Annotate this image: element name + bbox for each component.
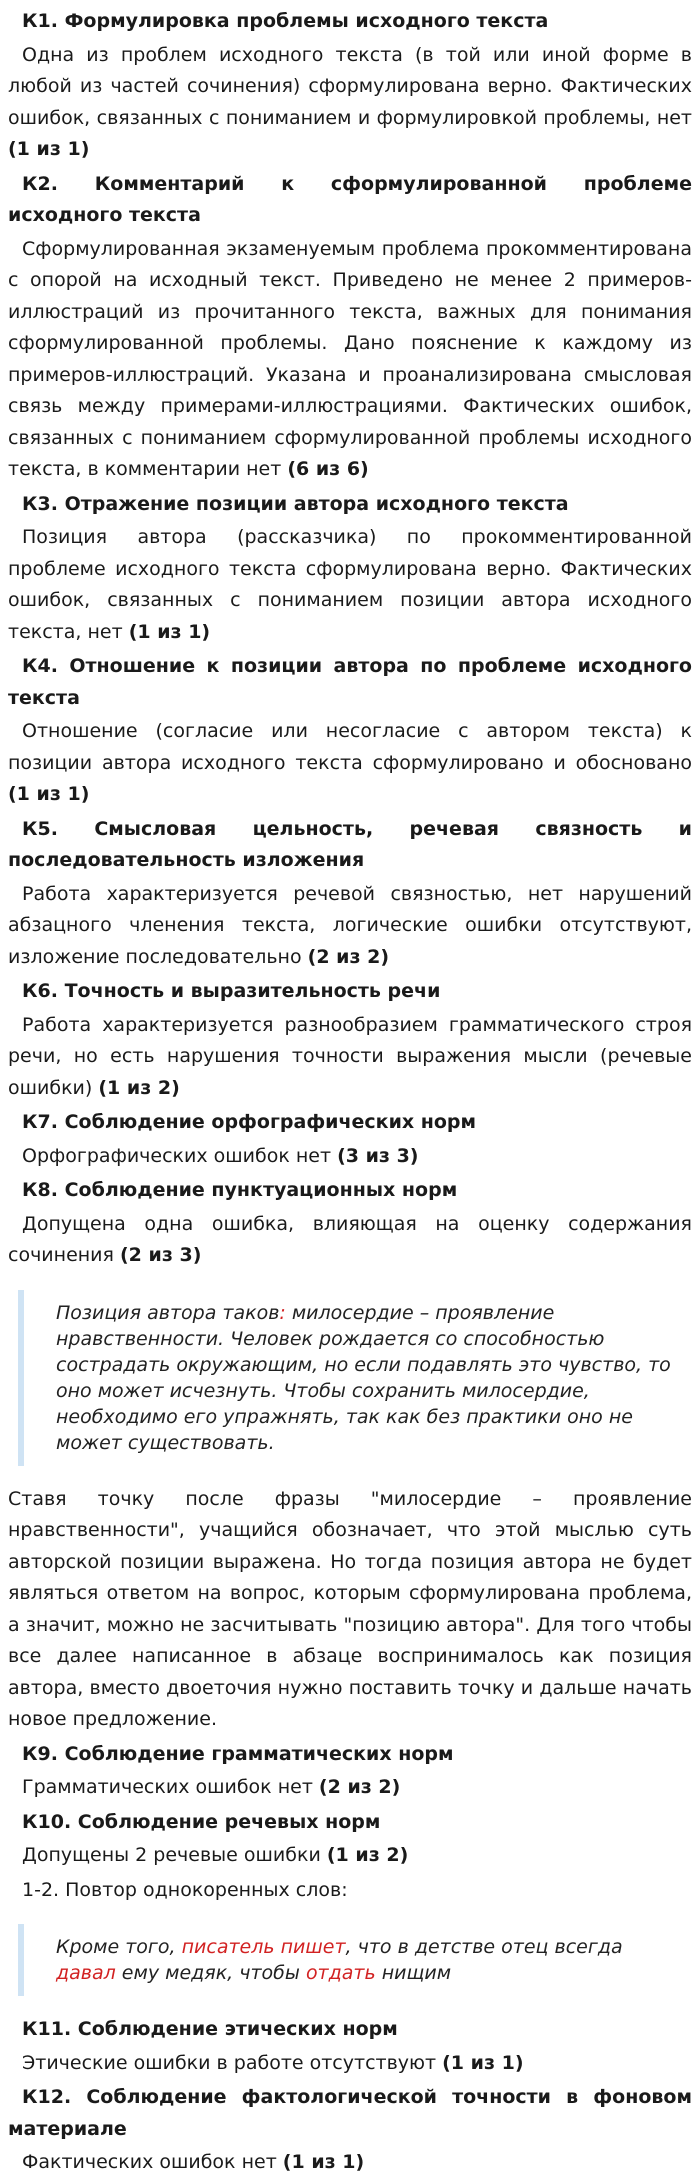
criterion-comment: Фактических ошибок нет xyxy=(22,2151,283,2173)
criterion-comment: Допущена одна ошибка, влияющая на оценку содержания сочинения xyxy=(8,1212,692,1266)
criterion-comment: Одна из проблем исходного текста (в той или иной форме в любой из частей сочинения) сформулирована верно. Фактических ошибок, связанных с пониманием и формулировкой проблемы, нет xyxy=(8,43,692,129)
criterion-title-k5: К5. Смысловая цельность, речевая связность и последовательность изложения xyxy=(8,817,692,871)
quote-text: милосердие – проявление нравственности. Человек рождается со способностью сострадать окружающим, но если подавлять это чувство, то оно может исчезнуть. Чтобы сохранить милосердие, необходимо его упражнять, так как без практики оно не может существовать. xyxy=(56,1301,671,1454)
criterion-text-k12 xyxy=(8,2147,692,2179)
criterion-title-k9: К9. Соблюдение грамматических норм xyxy=(22,1742,454,1765)
criterion-score: (2 из 2) xyxy=(307,945,390,968)
criterion-title-k12: К12. Соблюдение фактологической точности в фоновом материале xyxy=(8,2086,692,2140)
criterion-score: (2 из 2) xyxy=(318,1776,401,1798)
criterion-text-k10 xyxy=(8,1840,692,1872)
criterion-text-k7 xyxy=(8,1141,692,1173)
criterion-text-k8 xyxy=(8,1209,692,1272)
criterion-score: (2 из 3) xyxy=(120,1244,202,1266)
criterion-title-k11: К11. Соблюдение этических норм xyxy=(22,2018,398,2040)
criterion-comment: Орфографических ошибок нет xyxy=(22,1144,338,1167)
criterion-comment: Позиция автора (рассказчика) по прокомментированной проблеме исходного текста сформулирована верно. Фактических ошибок, связанных с пониманием позиции автора исходного текста, нет xyxy=(8,526,692,643)
highlighted-words: отдать xyxy=(305,1962,376,1984)
criterion-comment: Допущены 2 речевые ошибки xyxy=(22,1844,327,1866)
criterion-text-k11 xyxy=(8,2048,692,2080)
criterion-text-k3 xyxy=(8,522,692,648)
criterion-text-k5 xyxy=(8,879,692,974)
criterion-comment: Работа характеризуется разнообразием грамматического строя речи, но есть нарушения точности выражения мысли (речевые ошибки) xyxy=(8,1013,692,1099)
criterion-score: (1 из 1) xyxy=(442,2051,524,2074)
quoted-fragment-author-position xyxy=(18,1290,692,1466)
criterion-score: (1 из 1) xyxy=(8,783,90,805)
criterion-text-k6 xyxy=(8,1010,692,1105)
quote-text: ему медяк, чтобы xyxy=(115,1962,306,1984)
criterion-comment: Отношение (согласие или несогласие с автором текста) к позиции автора исходного текста сформулировано и обосновано xyxy=(8,720,692,774)
criterion-title-k1: К1. Формулировка проблемы исходного текста xyxy=(22,10,549,32)
speech-error-note: 1-2. Повтор однокоренных слов: xyxy=(22,1878,348,1901)
criterion-title-k2: К2. Комментарий к сформулированной проблеме исходного текста xyxy=(8,172,692,226)
criterion-score: (6 из 6) xyxy=(287,458,369,480)
criterion-title-k7: К7. Соблюдение орфографических норм xyxy=(22,1111,477,1133)
criterion-title-k3: К3. Отражение позиции автора исходного текста xyxy=(22,492,569,515)
criterion-title-k8: К8. Соблюдение пунктуационных норм xyxy=(22,1179,458,1201)
criterion-comment: Сформулированная экзаменуемым проблема прокомментирована с опорой на исходный текст. Приведено не менее 2 примеров-иллюстраций из прочитанного текста, важных для понимания сформулированной проблемы. Дано пояснение к каждому из примеров-иллюстраций. Указана и проанализирована смысловая связь между примерами-иллюстрациями. Фактических ошибок, связанных с пониманием сформулированной проблемы исходного текста, в комментарии нет xyxy=(8,237,692,480)
criterion-score: (1 из 1) xyxy=(8,138,90,160)
quote-text: , что в детстве отец всегда xyxy=(345,1936,623,1958)
highlighted-colon: : xyxy=(279,1301,286,1324)
quoted-fragment-repetition xyxy=(18,1924,692,1996)
criterion-comment: Этические ошибки в работе отсутствуют xyxy=(22,2051,443,2074)
highlighted-words: давал xyxy=(56,1962,116,1984)
criterion-text-k2 xyxy=(8,234,692,486)
criterion-score: (3 из 3) xyxy=(337,1144,419,1167)
quote-text: Позиция автора таков xyxy=(56,1301,280,1324)
criterion-score: (1 из 1) xyxy=(282,2151,365,2173)
criterion-score: (1 из 2) xyxy=(326,1844,409,1866)
quote-text: нищим xyxy=(375,1962,452,1984)
criterion-comment: Работа характеризуется речевой связностью, нет нарушений абзацного членения текста, логические ошибки отсутствуют, изложение последовательно xyxy=(8,882,692,968)
criterion-text-k9 xyxy=(8,1772,692,1804)
highlighted-words: писатель пишет xyxy=(181,1936,346,1958)
error-explanation: Ставя точку после фразы "милосердие – проявление нравственности", учащийся обозначает, что этой мыслью суть авторской позиции выражена. Но тогда позиция автора не будет являться ответом на вопрос, которым сформулирована проблема, а значит, можно не засчитывать "позицию автора". Для того чтобы все далее написанное в абзаце воспринималось как позиция автора, вместо двоеточия нужно поставить точку и дальше начать новое предложение. xyxy=(8,1487,692,1730)
criterion-title-k10: К10. Соблюдение речевых норм xyxy=(22,1810,381,1833)
criterion-score: (1 из 1) xyxy=(128,620,211,643)
quote-text: Кроме того, xyxy=(56,1936,182,1958)
criterion-comment: Грамматических ошибок нет xyxy=(22,1776,319,1798)
criterion-score: (1 из 2) xyxy=(98,1076,180,1099)
criterion-text-k4 xyxy=(8,716,692,811)
criterion-text-k1 xyxy=(8,40,692,166)
criterion-title-k4: К4. Отношение к позиции автора по проблеме исходного текста xyxy=(8,655,692,709)
criterion-title-k6: К6. Точность и выразительность речи xyxy=(22,980,441,1002)
